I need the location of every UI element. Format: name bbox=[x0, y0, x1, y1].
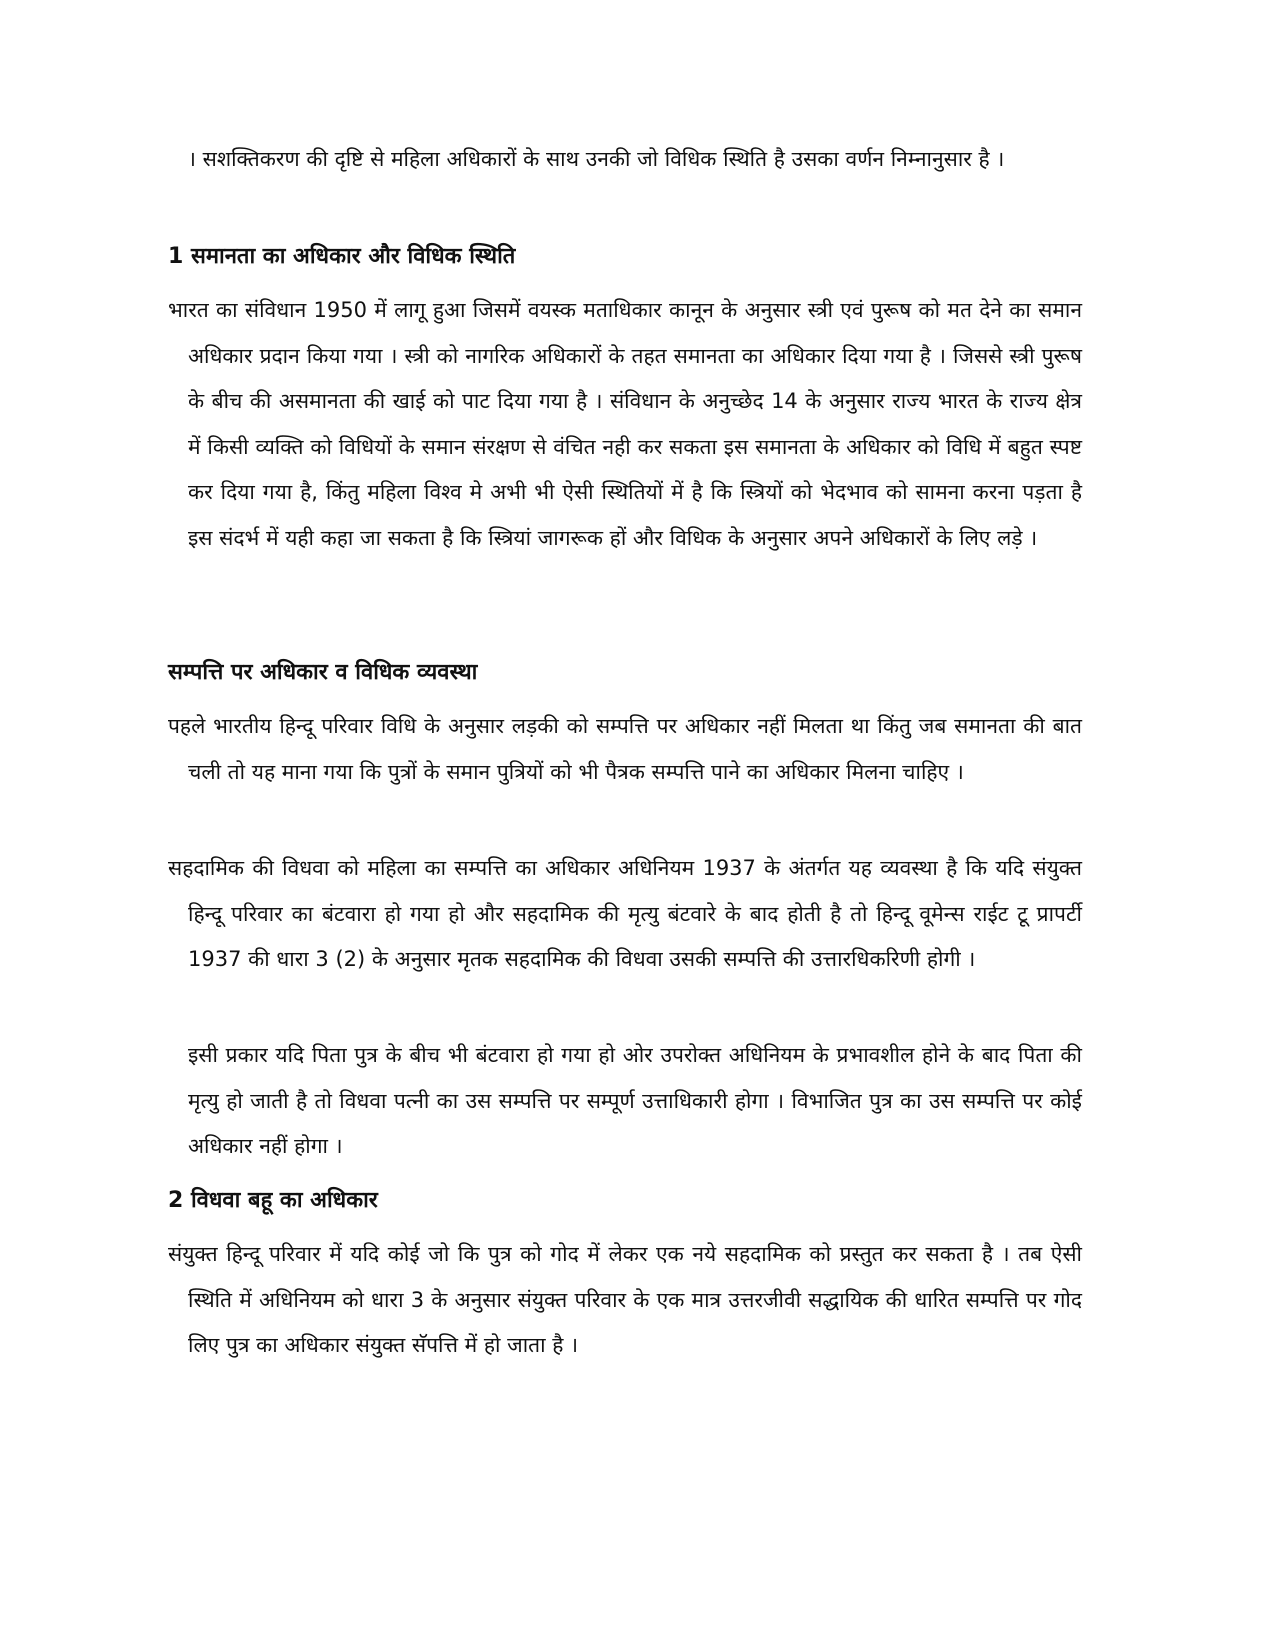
property-paragraph-2: सहदामिक की विधवा को महिला का सम्पत्ति का अधिकार अधिनियम 1937 के अंतर्गत यह व्यवस्था है कि यदि संयुक्त हिन्दू परिवार का बंटवारा हो गया हो और सहदामिक की मृत्यु बंटवारे के बाद होती है तो हिन्दू वूमेन्स राईट टू प्रापर्टी 1937 की धारा 3 (2) के अनुसार मृतक सहदामिक की विधवा उसकी सम्पत्ति की उत्तारधिकरिणी होगी । bbox=[168, 856, 1082, 971]
property-section-heading: सम्पत्ति पर अधिकार व विधिक व्यवस्था bbox=[168, 660, 478, 685]
section-1-heading: 1 समानता का अधिकार और विधिक स्थिति bbox=[168, 244, 516, 269]
property-paragraph-1: पहले भारतीय हिन्दू परिवार विधि के अनुसार लड़की को सम्पत्ति पर अधिकार नहीं मिलता था किंतु जब समानता की बात चली तो यह माना गया कि पुत्रों के समान पुत्रियों को भी पैत्रक सम्पत्ति पाने का अधिकार मिलना चाहिए । bbox=[168, 714, 1082, 784]
section-2-paragraph: संयुक्त हिन्दू परिवार में यदि कोई जो कि पुत्र को गोद में लेकर एक नये सहदामिक को प्रस्तुत कर सकता है । तब ऐसी स्थिति में अधिनियम को धारा 3 के अनुसार संयुक्त परिवार के एक मात्र उत्तरजीवी सद्धायिक की धारित सम्पत्ति पर गोद लिए पुत्र का अधिकार संयुक्त सॅपत्ति में हो जाता है । bbox=[168, 1242, 1082, 1357]
section-1-paragraph: भारत का संविधान 1950 में लागू हुआ जिसमें वयस्क मताधिकार कानून के अनुसार स्त्री एवं पुरूष को मत देने का समान अधिकार प्रदान किया गया । स्त्री को नागरिक अधिकारों के तहत समानता का अधिकार दिया गया है । जिससे स्त्री पुरूष के बीच की असमानता की खाई को पाट दिया गया है । संविधान के अनुच्छेद 14 के अनुसार राज्य भारत के राज्य क्षेत्र में किसी व्यक्ति को विधियों के समान संरक्षण से वंचित नही कर सकता इस समानता के अधिकार को विधि में बहुत स्पष्ट कर दिया गया है, किंतु महिला विश्व मे अभी भी ऐसी स्थितियों में है कि स्त्रियों को भेदभाव को सामना करना पड़ता है इस संदर्भ में यही कहा जा सकता है कि स्त्रियां जागरूक हों और विधिक के अनुसार अपने अधिकारों के लिए लड़े । bbox=[168, 298, 1082, 550]
intro-paragraph: । सशक्तिकरण की दृष्टि से महिला अधिकारों के साथ उनकी जो विधिक स्थिति है उसका वर्णन निम्नानुसार है । bbox=[188, 147, 1005, 171]
section-2-heading: 2 विधवा बहू का अधिकार bbox=[168, 1188, 378, 1213]
property-paragraph-3: इसी प्रकार यदि पिता पुत्र के बीच भी बंटवारा हो गया हो ओर उपरोक्त अधिनियम के प्रभावशील होने के बाद पिता की मृत्यु हो जाती है तो विधवा पत्नी का उस सम्पत्ति पर सम्पूर्ण उत्ताधिकारी होगा । विभाजित पुत्र का उस सम्पत्ति पर कोई अधिकार नहीं होगा । bbox=[188, 1043, 1082, 1158]
